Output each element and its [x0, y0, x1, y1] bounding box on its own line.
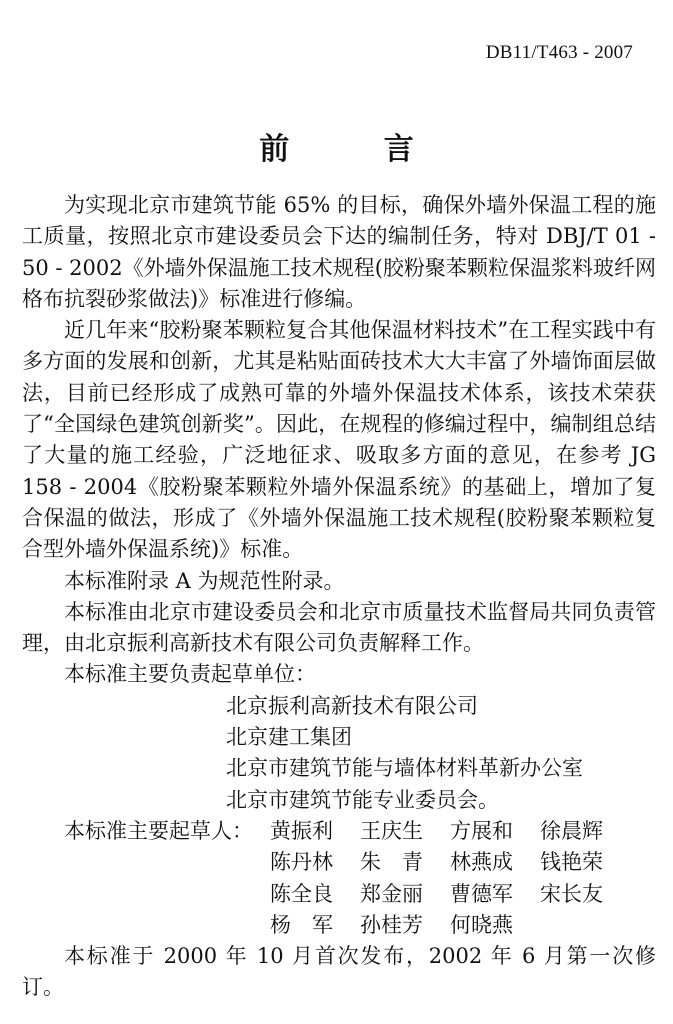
- drafting-units-list: [22, 691, 656, 816]
- drafting-unit: 北京建工集团: [226, 725, 352, 750]
- drafter-name: 陈全良: [270, 881, 333, 906]
- document-code: DB11/T463 - 2007: [485, 42, 633, 63]
- drafter-name: 杨 军: [270, 912, 333, 937]
- drafter-name: 林燕成: [450, 850, 513, 875]
- drafters-label: 本标准主要起草人：: [64, 818, 253, 843]
- drafter-name: [540, 910, 630, 941]
- paragraph-background: 近几年来“胶粉聚苯颗粒复合其他保温材料技术”在工程实践中有多方面的发展和创新，尤其是粘贴面砖技术大大丰富了外墙饰面层做法，目前已经形成了成熟可靠的外墙外保温技术体系，该技术荣获了“全国绿色建筑创新奖”。因此，在规程的修编过程中，编制组总结了大量的施工经验，广泛地征求、吸取多方面的意见，在参考 JG 158 - 2004《胶粉聚苯颗粒外墙外保温系统》的基础上，增加了复合保温的做法，形成了《外墙外保温施工技术规程(胶粉聚苯颗粒复合型外墙外保温系统)》标准。: [22, 318, 656, 562]
- drafter-name: 何晓燕: [450, 912, 513, 937]
- paragraph-units-label: 本标准主要负责起草单位：: [64, 662, 316, 687]
- paragraph-purpose: 为实现北京市建筑节能 65% 的目标，确保外墙外保温工程的施工质量，按照北京市建设委员会下达的编制任务，特对 DBJ/T 01 - 50 - 2002《外墙外保温施工技术规程(胶粉聚苯颗粒保温浆料玻纤网格布抗裂砂浆做法)》标准进行修编。: [22, 193, 656, 311]
- drafters-indent: [22, 910, 270, 941]
- drafter-name: 孙桂芳: [360, 912, 423, 937]
- paragraph-appendix: 本标准附录 A 为规范性附录。: [64, 568, 345, 593]
- drafters-indent: [22, 847, 270, 878]
- drafter-name: 朱 青: [360, 850, 423, 875]
- drafter-name: 方展和: [450, 818, 513, 843]
- paragraph-history: 本标准于 2000 年 10 月首次发布，2002 年 6 月第一次修订。: [22, 944, 656, 1000]
- foreword-body: [22, 190, 656, 1004]
- drafter-name: 曹德军: [450, 881, 513, 906]
- drafter-name: 王庆生: [360, 818, 423, 843]
- page-title: 前 言: [259, 132, 456, 167]
- drafting-unit: 北京市建筑节能专业委员会。: [226, 787, 499, 812]
- drafting-unit: 北京市建筑节能与墙体材料革新办公室: [226, 756, 583, 781]
- paragraph-management: 本标准由北京市建设委员会和北京市质量技术监督局共同负责管理，由北京振利高新技术有限公司负责解释工作。: [22, 599, 656, 656]
- drafter-name: 黄振利: [270, 818, 333, 843]
- drafters-indent: [22, 879, 270, 910]
- drafter-name: 陈丹林: [270, 850, 333, 875]
- drafter-name: 郑金丽: [360, 881, 423, 906]
- drafting-unit: 北京振利高新技术有限公司: [226, 693, 478, 718]
- drafter-name: 宋长友: [540, 881, 603, 906]
- drafters-table: [22, 816, 656, 941]
- drafter-name: 钱艳荣: [540, 850, 603, 875]
- drafter-name: 徐晨辉: [540, 818, 603, 843]
